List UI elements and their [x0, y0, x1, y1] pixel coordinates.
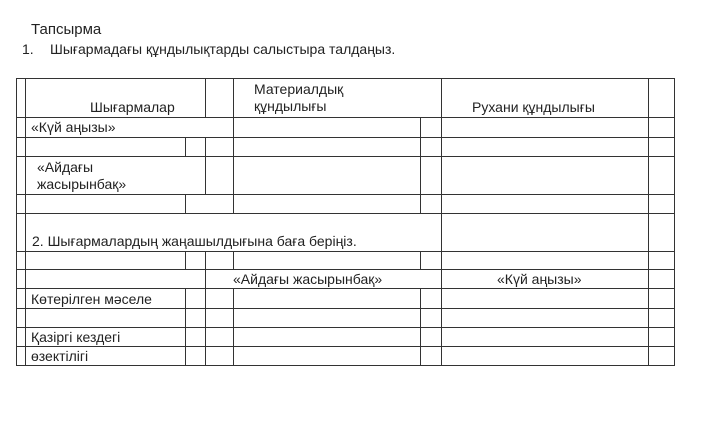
- task-text: Шығармадағы құндылықтарды салыстыра талдаңыз.: [50, 41, 396, 57]
- row-aidagy-line1: «Айдағы: [37, 159, 94, 175]
- col-header-material-line2: құндылығы: [254, 98, 327, 114]
- col-header-aidagy: «Айдағы жасырынбақ»: [233, 271, 383, 287]
- row-kazirgi-line1: Қазіргі кездегі: [31, 329, 121, 345]
- col-header-kui: «Күй аңызы»: [497, 271, 582, 287]
- row-aidagy-line2: жасырынбақ»: [37, 176, 127, 192]
- row-koterilgen: Көтерілген мәселе: [31, 291, 152, 307]
- col-header-spiritual: Рухани құндылығы: [472, 99, 595, 115]
- row-kui-anyzy: «Күй аңызы»: [31, 119, 116, 135]
- row-kazirgi-line2: өзектілігі: [31, 348, 89, 364]
- page-title: Тапсырма: [31, 21, 102, 38]
- task-number: 1.: [22, 41, 34, 57]
- col-header-works: Шығармалар: [90, 99, 175, 115]
- col-header-material-line1: Материалдық: [254, 81, 344, 97]
- task-2-text: 2. Шығармалардың жаңашылдығына баға беріңіз.: [32, 233, 357, 249]
